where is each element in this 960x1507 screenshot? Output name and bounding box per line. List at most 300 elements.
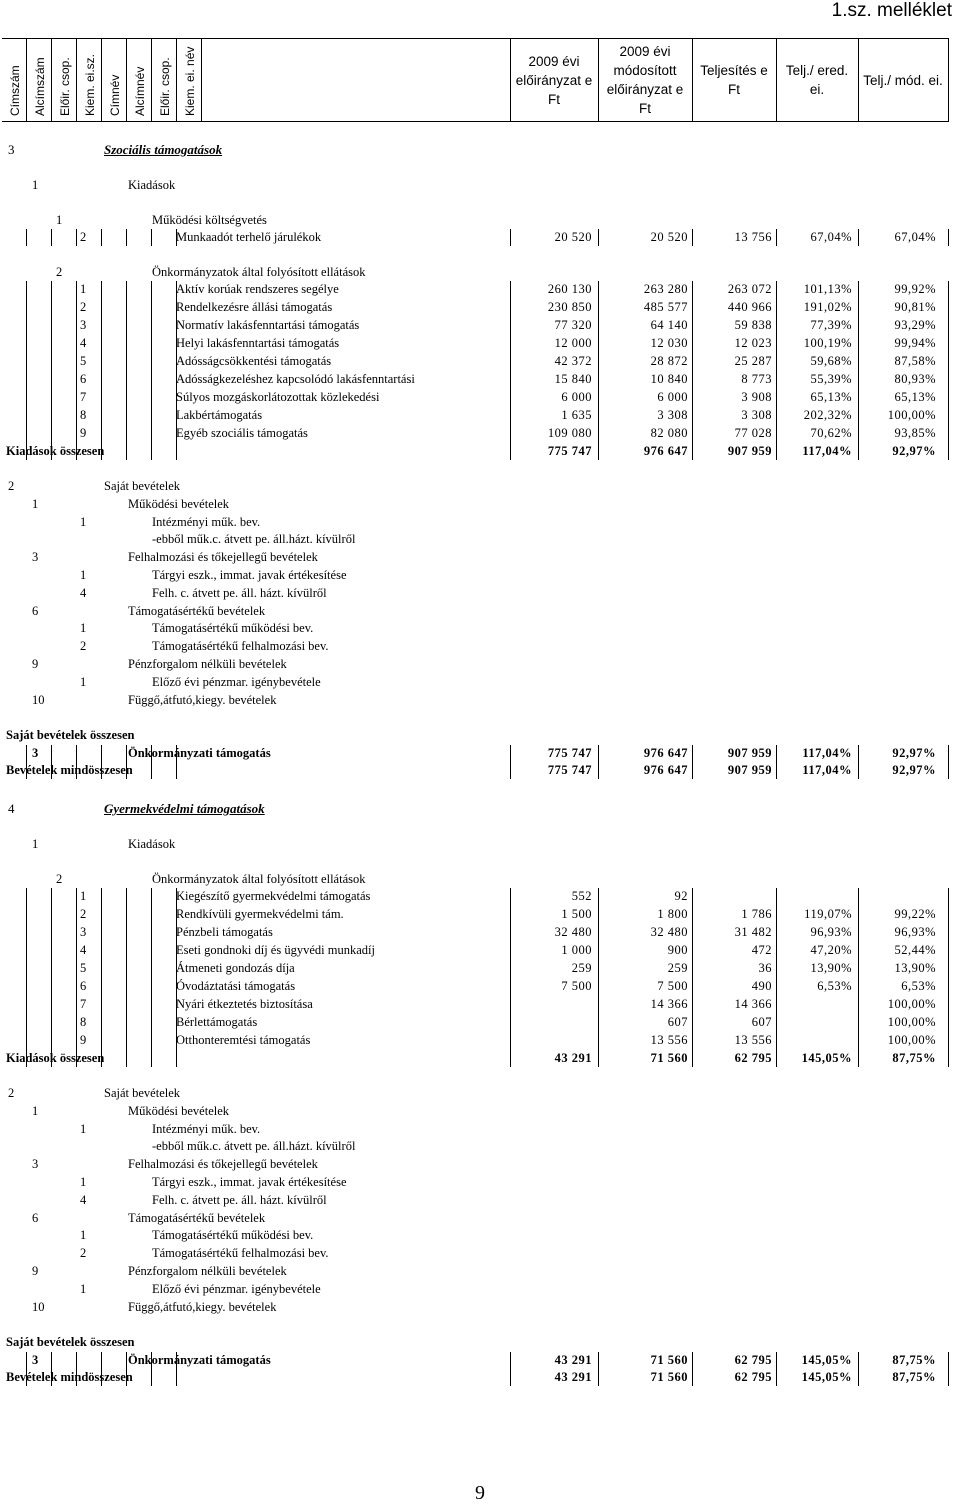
column-rule — [76, 229, 77, 246]
column-rule — [151, 1352, 152, 1369]
column-rule — [101, 942, 102, 960]
eloiranyzat-value: 15 840 — [554, 372, 592, 386]
column-rule — [510, 443, 511, 460]
column-rule — [151, 389, 152, 407]
revenue-line — [0, 585, 960, 602]
telj-ered-pct: 145,05% — [801, 1051, 852, 1065]
column-rule — [598, 1032, 599, 1050]
kiadasok-number: 1 — [32, 178, 39, 192]
column-rule — [858, 1032, 859, 1050]
column-rule — [598, 443, 599, 460]
column-rule — [76, 299, 77, 317]
column-rule — [858, 906, 859, 924]
column-rule — [101, 389, 102, 407]
revenue-line — [0, 514, 960, 531]
column-rule — [858, 888, 859, 906]
column-rule — [51, 353, 52, 371]
column-rule — [26, 978, 27, 996]
column-rule — [692, 389, 693, 407]
column-rule — [692, 942, 693, 960]
column-rule — [126, 960, 127, 978]
column-rule — [51, 371, 52, 389]
column-rule — [151, 762, 152, 779]
column-rule — [101, 443, 102, 460]
column-rule — [76, 1369, 77, 1386]
column-rule — [26, 942, 27, 960]
revenue-label: -ebből műk.c. átvett pe. áll.házt. kívülről — [152, 532, 356, 547]
revenue-label: Felhalmozási és tőkejellegű bevételek — [128, 550, 318, 565]
section-title: Gyermekvédelmi támogatások — [104, 801, 265, 816]
column-rule — [948, 960, 949, 978]
column-rule — [598, 978, 599, 996]
column-rule — [76, 407, 77, 425]
onk-number: 3 — [32, 1353, 39, 1368]
revenue-line — [0, 674, 960, 691]
column-rule — [692, 335, 693, 353]
mod-eloiranyzat-value: 607 — [667, 1015, 688, 1029]
revenue-line — [0, 567, 960, 584]
column-rule — [26, 443, 27, 460]
revenue-line — [0, 1192, 960, 1209]
column-rule — [151, 745, 152, 762]
teljesites-value: 1 786 — [741, 907, 772, 921]
column-rule — [858, 978, 859, 996]
column-rule — [776, 996, 777, 1014]
column-rule — [76, 745, 77, 762]
mod-eloiranyzat-value: 20 520 — [650, 230, 688, 244]
teljesites-value: 12 023 — [734, 336, 772, 350]
row-label: Lakbértámogatás — [176, 408, 263, 422]
column-rule — [858, 335, 859, 353]
header-telj-ered: Telj./ ered. ei. — [785, 63, 849, 97]
table-row — [0, 229, 960, 246]
row-number: 1 — [80, 889, 87, 903]
group-row — [0, 212, 960, 229]
revenue-number: 10 — [32, 1299, 45, 1314]
revenue-label: Támogatásértékű felhalmozási bev. — [152, 1246, 329, 1261]
column-rule — [101, 335, 102, 353]
column-rule — [101, 317, 102, 335]
column-rule — [510, 1050, 511, 1067]
header-mod-eloiranyzat: 2009 évi módosított előirányzat e Ft — [606, 44, 684, 116]
column-rule — [26, 299, 27, 317]
teljesites-value: 62 795 — [734, 1370, 772, 1385]
column-rule — [151, 353, 152, 371]
revenue-label: Támogatásértékű működési bev. — [152, 1228, 314, 1243]
column-rule — [948, 888, 949, 906]
group-label: Önkormányzatok által folyósított ellátások — [152, 872, 366, 886]
teljesites-value: 25 287 — [734, 354, 772, 368]
sajat-total-row — [0, 727, 960, 744]
column-rule — [126, 996, 127, 1014]
bevetelek-total-row — [0, 1369, 960, 1386]
column-rule — [76, 443, 77, 460]
mod-eloiranyzat-value: 32 480 — [650, 925, 688, 939]
column-rule — [151, 317, 152, 335]
sajat-total-row — [0, 1334, 960, 1351]
column-rule — [776, 1050, 777, 1067]
telj-ered-pct: 13,90% — [810, 961, 852, 975]
eloiranyzat-value: 20 520 — [554, 230, 592, 244]
column-rule — [101, 996, 102, 1014]
revenue-number: 1 — [80, 568, 87, 582]
column-rule — [26, 906, 27, 924]
section-title-row — [0, 141, 960, 158]
revenue-line — [0, 1210, 960, 1227]
revenue-number: 9 — [32, 1264, 39, 1278]
column-rule — [776, 1014, 777, 1032]
row-label: Helyi lakásfenntartási támogatás — [176, 336, 340, 350]
teljesites-value: 263 072 — [727, 282, 772, 296]
row-number: 8 — [80, 1015, 87, 1029]
column-rule — [151, 960, 152, 978]
column-rule — [510, 762, 511, 779]
telj-ered-pct: 59,68% — [810, 354, 852, 368]
column-rule — [510, 299, 511, 317]
revenue-line — [0, 1245, 960, 1262]
column-rule — [176, 281, 177, 299]
column-rule — [858, 1050, 859, 1067]
revenue-label: Támogatásértékű bevételek — [128, 1210, 266, 1225]
column-rule — [858, 745, 859, 762]
column-rule — [176, 1352, 177, 1369]
column-rule — [51, 924, 52, 942]
column-rule — [510, 745, 511, 762]
eloiranyzat-value: 260 130 — [547, 282, 592, 296]
revenue-number: 6 — [32, 603, 39, 618]
column-rule — [101, 1050, 102, 1067]
column-rule — [948, 229, 949, 246]
column-rule — [692, 960, 693, 978]
revenue-number: 1 — [80, 1281, 87, 1296]
column-rule — [26, 1014, 27, 1032]
revenue-label: Saját bevételek — [104, 1086, 181, 1100]
column-rule — [776, 335, 777, 353]
column-rule — [101, 1352, 102, 1369]
teljesites-value: 907 959 — [727, 746, 772, 761]
table-row — [0, 317, 960, 334]
telj-mod-pct: 65,13% — [894, 390, 936, 404]
column-rule — [776, 762, 777, 779]
column-rule — [101, 281, 102, 299]
revenue-label: Felh. c. átvett pe. áll. házt. kívülről — [152, 585, 327, 600]
column-rule — [101, 978, 102, 996]
revenue-number: 2 — [80, 639, 87, 654]
column-rule — [76, 317, 77, 335]
table-row — [0, 335, 960, 352]
table-row — [0, 425, 960, 442]
column-rule — [948, 942, 949, 960]
column-rule — [692, 299, 693, 317]
column-rule — [26, 407, 27, 425]
row-number: 7 — [80, 390, 87, 404]
column-rule — [948, 762, 949, 779]
teljesites-value: 62 795 — [734, 1051, 772, 1065]
section-number: 3 — [8, 142, 15, 157]
teljesites-value: 472 — [751, 943, 772, 957]
column-rule — [101, 762, 102, 779]
eloiranyzat-value: 43 291 — [554, 1051, 592, 1065]
column-rule — [176, 996, 177, 1014]
section-title: Szociális támogatások — [104, 142, 223, 157]
column-rule — [76, 978, 77, 996]
group-label: Önkormányzatok által folyósított ellátások — [152, 265, 366, 279]
column-rule — [858, 996, 859, 1014]
column-rule — [26, 996, 27, 1014]
telj-mod-pct: 87,75% — [892, 1353, 936, 1368]
mod-eloiranyzat-value: 82 080 — [650, 426, 688, 440]
column-rule — [510, 942, 511, 960]
row-number: 8 — [80, 408, 87, 422]
column-rule — [176, 942, 177, 960]
column-rule — [510, 1032, 511, 1050]
column-rule — [692, 353, 693, 371]
column-rule — [598, 888, 599, 906]
row-label: Egyéb szociális támogatás — [176, 426, 308, 440]
revenue-line — [0, 496, 960, 513]
telj-ered-pct: 6,53% — [817, 979, 852, 993]
telj-mod-pct: 99,92% — [894, 282, 936, 296]
column-rule — [151, 371, 152, 389]
teljesites-value: 77 028 — [734, 426, 772, 440]
column-rule — [598, 745, 599, 762]
column-rule — [26, 762, 27, 779]
column-rule — [176, 978, 177, 996]
column-rule — [101, 229, 102, 246]
telj-mod-pct: 92,97% — [892, 746, 936, 761]
column-rule — [510, 978, 511, 996]
column-rule — [598, 229, 599, 246]
column-rule — [151, 299, 152, 317]
telj-mod-pct: 6,53% — [901, 979, 936, 993]
column-rule — [126, 407, 127, 425]
column-rule — [948, 924, 949, 942]
column-rule — [510, 281, 511, 299]
column-rule — [598, 996, 599, 1014]
teljesites-value: 13 556 — [734, 1033, 772, 1047]
kiadasok-total-label: Kiadások összesen — [6, 1051, 105, 1065]
eloiranyzat-value: 775 747 — [547, 763, 592, 778]
column-rule — [598, 299, 599, 317]
telj-mod-pct: 92,97% — [892, 763, 936, 778]
column-rule — [176, 407, 177, 425]
telj-mod-pct: 87,75% — [892, 1051, 936, 1065]
teljesites-value: 8 773 — [741, 372, 772, 386]
column-rule — [126, 1369, 127, 1386]
column-rule — [76, 425, 77, 443]
column-rule — [598, 1014, 599, 1032]
telj-mod-pct: 90,81% — [894, 300, 936, 314]
revenue-number: 2 — [80, 1246, 87, 1261]
eloiranyzat-value: 77 320 — [554, 318, 592, 332]
column-rule — [948, 443, 949, 460]
row-label: Rendelkezésre állási támogatás — [176, 300, 333, 314]
column-rule — [101, 924, 102, 942]
header-cimnev: Címnév — [108, 74, 122, 116]
onk-label: Önkormányzati támogatás — [128, 746, 271, 761]
teljesites-value: 907 959 — [727, 444, 772, 458]
row-number: 3 — [80, 318, 87, 332]
mod-eloiranyzat-value: 64 140 — [650, 318, 688, 332]
column-rule — [101, 1014, 102, 1032]
column-rule — [76, 281, 77, 299]
telj-ered-pct: 77,39% — [810, 318, 852, 332]
column-rule — [692, 425, 693, 443]
column-rule — [510, 425, 511, 443]
column-rule — [948, 1369, 949, 1386]
revenue-label: Saját bevételek — [104, 479, 181, 493]
telj-mod-pct: 100,00% — [887, 1033, 936, 1047]
mod-eloiranyzat-value: 13 556 — [650, 1033, 688, 1047]
column-rule — [510, 996, 511, 1014]
telj-ered-pct: 67,04% — [810, 230, 852, 244]
column-rule — [858, 281, 859, 299]
revenue-number: 4 — [80, 585, 87, 600]
column-rule — [101, 745, 102, 762]
column-rule — [101, 1369, 102, 1386]
header-eloir-csop: Előir. csop. — [58, 57, 72, 116]
table-row — [0, 942, 960, 959]
table-row — [0, 407, 960, 424]
header-teljesites: Teljesítés e Ft — [700, 63, 768, 97]
column-rule — [948, 1032, 949, 1050]
column-rule — [510, 1369, 511, 1386]
row-number: 4 — [80, 943, 87, 957]
column-rule — [51, 407, 52, 425]
column-rule — [76, 960, 77, 978]
teljesites-value: 3 308 — [741, 408, 772, 422]
column-rule — [598, 1050, 599, 1067]
column-rule — [26, 335, 27, 353]
column-rule — [26, 281, 27, 299]
row-number: 9 — [80, 426, 87, 440]
column-rule — [858, 229, 859, 246]
column-rule — [151, 924, 152, 942]
column-rule — [776, 960, 777, 978]
column-rule — [692, 1369, 693, 1386]
column-rule — [126, 906, 127, 924]
row-label: Munkaadót terhelő járulékok — [176, 230, 322, 244]
mod-eloiranyzat-value: 976 647 — [643, 444, 688, 458]
column-rule — [598, 335, 599, 353]
column-rule — [76, 371, 77, 389]
teljesites-value: 490 — [751, 979, 772, 993]
column-rule — [692, 978, 693, 996]
bevetelek-total-row — [0, 762, 960, 779]
telj-mod-pct: 99,22% — [894, 907, 936, 921]
teljesites-value: 13 756 — [734, 230, 772, 244]
row-label: Adósságkezeléshez kapcsolódó lakásfenntartási — [176, 372, 415, 386]
column-rule — [510, 1014, 511, 1032]
revenue-number: 1 — [80, 514, 87, 529]
column-rule — [51, 299, 52, 317]
column-rule — [598, 924, 599, 942]
telj-ered-pct: 100,19% — [803, 336, 852, 350]
row-label: Kiegészítő gyermekvédelmi támogatás — [176, 889, 371, 903]
column-rule — [51, 1032, 52, 1050]
row-number: 4 — [80, 336, 87, 350]
column-rule — [51, 389, 52, 407]
column-rule — [598, 1369, 599, 1386]
column-rule — [26, 353, 27, 371]
teljesites-value: 440 966 — [727, 300, 772, 314]
column-rule — [176, 317, 177, 335]
column-rule — [51, 996, 52, 1014]
revenue-label: Függő,átfutó,kiegy. bevételek — [128, 692, 277, 707]
column-rule — [948, 371, 949, 389]
revenue-label: Támogatásértékű bevételek — [128, 603, 266, 618]
group-number: 1 — [56, 213, 63, 227]
revenue-label: Felhalmozási és tőkejellegű bevételek — [128, 1157, 318, 1172]
column-rule — [776, 389, 777, 407]
column-rule — [126, 425, 127, 443]
column-rule — [692, 762, 693, 779]
row-number: 9 — [80, 1033, 87, 1047]
table-row — [0, 299, 960, 316]
column-rule — [692, 1352, 693, 1369]
eloiranyzat-value: 259 — [571, 961, 592, 975]
column-rule — [76, 762, 77, 779]
header-kiem-ei-nev: Kiem. ei. név — [183, 46, 197, 116]
eloiranyzat-value: 43 291 — [554, 1353, 592, 1368]
group-row — [0, 871, 960, 888]
column-rule — [101, 1032, 102, 1050]
revenue-line — [0, 603, 960, 620]
revenue-number: 9 — [32, 657, 39, 671]
revenue-line — [0, 1156, 960, 1173]
revenue-label: Támogatásértékű felhalmozási bev. — [152, 639, 329, 654]
column-rule — [948, 996, 949, 1014]
column-rule — [101, 906, 102, 924]
column-rule — [176, 1369, 177, 1386]
kiadasok-number: 1 — [32, 837, 39, 851]
column-rule — [598, 281, 599, 299]
eloiranyzat-value: 12 000 — [554, 336, 592, 350]
column-rule — [101, 299, 102, 317]
column-rule — [776, 443, 777, 460]
teljesites-value: 36 — [758, 961, 772, 975]
table-row — [0, 906, 960, 923]
column-rule — [51, 1014, 52, 1032]
mod-eloiranyzat-value: 71 560 — [650, 1353, 688, 1368]
revenue-number: 1 — [80, 674, 87, 689]
table-row — [0, 1014, 960, 1031]
revenue-number: 1 — [80, 1121, 87, 1136]
column-rule — [858, 353, 859, 371]
column-rule — [126, 942, 127, 960]
column-rule — [598, 960, 599, 978]
mod-eloiranyzat-value: 976 647 — [643, 763, 688, 778]
onkormanyzati-row — [0, 1352, 960, 1369]
telj-ered-pct: 145,05% — [801, 1370, 852, 1385]
telj-mod-pct: 100,00% — [887, 408, 936, 422]
row-label: Aktív korúak rendszeres segélye — [176, 282, 339, 296]
column-rule — [776, 978, 777, 996]
column-rule — [948, 978, 949, 996]
revenue-line — [0, 531, 960, 548]
column-rule — [126, 1352, 127, 1369]
telj-mod-pct: 67,04% — [894, 230, 936, 244]
column-rule — [858, 1369, 859, 1386]
telj-mod-pct: 92,97% — [892, 444, 936, 458]
revenue-line — [0, 1227, 960, 1244]
eloiranyzat-value: 109 080 — [547, 426, 592, 440]
revenue-label: Felh. c. átvett pe. áll. házt. kívülről — [152, 1192, 327, 1207]
mod-eloiranyzat-value: 28 872 — [650, 354, 688, 368]
column-rule — [776, 229, 777, 246]
revenue-line — [0, 1085, 960, 1102]
revenue-number: 1 — [32, 1103, 39, 1118]
